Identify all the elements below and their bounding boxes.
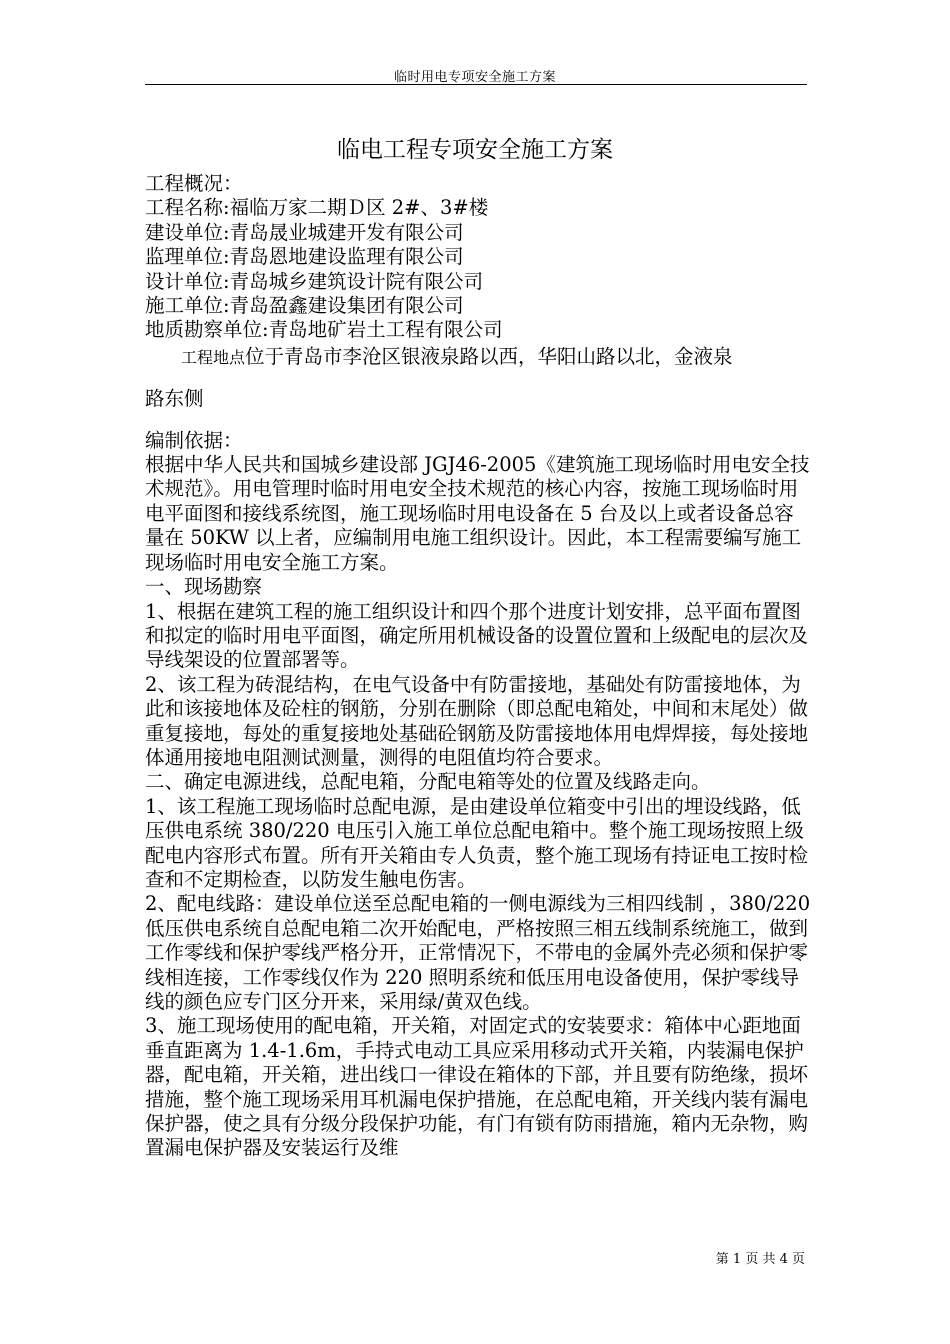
section1-heading: 一、现场勘察 (145, 575, 263, 599)
section2-paragraph: 3、施工现场使用的配电箱，开关箱，对固定式的安装要求：箱体中心距地面垂直距离为 1.4-1.6m，手持式电动工具应采用移动式开关箱，内装漏电保护器，配电箱，开关箱，进出线口一律设在箱体的下部，并且要有防绝缘，损坏措施，整个施工现场采用耳机漏电保护措施，在总配电箱，开关线内装有漏电保护器，使之具有分级分段保护功能，有门有锁有防雨措施，箱内无杂物，购置漏电保护器及安装运行及维 (145, 1014, 809, 1160)
overview-line: 设计单位:青岛城乡建筑设计院有限公司 (145, 269, 484, 293)
overview-line: 建设单位:青岛晟业城建开发有限公司 (145, 220, 464, 244)
overview-line: 工程名称:福临万家二期Ｄ区 2#、3#楼 (145, 196, 489, 220)
page-header: 临时用电专项安全施工方案 (393, 70, 556, 85)
basis-text: 根据中华人民共和国城乡建设部 JGJ46-2005《建筑施工现场临时用电安全技术规范》。用电管理时临时用电安全技术规范的核心内容，按施工现场临时用电平面图和接线系统图，施工现场临时用电设备在 5 台及以上或者设备总容量在 50KW 以上者，应编制用电施工组织设计。因此，本工程需要编写施工现场临时用电安全施工方案。 (145, 453, 810, 574)
overview-heading: 工程概况： (145, 172, 243, 195)
location-text: 位于青岛市李沧区银液泉路以西，华阳山路以北，金液泉 (245, 344, 733, 368)
section2-paragraph: 2、配电线路：建设单位送至总配电箱的一侧电源线为三相四线制 ，380/220 低压供电系统自总配电箱二次开始配电，严格按照三相五线制系统施工，做到工作零线和保护零线严格分开，正常情况下，不带电的金属外壳必须和保护零线相连接，工作零线仅作为 220 照明系统和低压用电设备使用，保护零线导线的颜色应专门区分开来，采用绿/黄双色线。 (145, 892, 811, 1013)
location-tail: 路东侧 (145, 387, 204, 411)
section2-heading: 二、确定电源进线，总配电箱，分配电箱等处的位置及线路走向。 (145, 770, 711, 794)
document-title: 临电工程专项安全施工方案 (337, 137, 613, 163)
basis-heading: 编制依据： (145, 428, 243, 452)
section2-paragraph: 1、该工程施工现场临时总配电源，是由建设单位箱变中引出的埋设线路，低压供电系统 380/220 电压引入施工单位总配电箱中。整个施工现场按照上级配电内容形式布置。所有开关箱由专人负责，整个施工现场有持证电工按时检查和不定期检查，以防发生触电伤害。 (145, 794, 809, 891)
location-paragraph (145, 345, 813, 370)
page-number-footer: 第 1 页 共 4 页 (715, 1252, 805, 1267)
overview-line: 监理单位:青岛恩地建设监理有限公司 (145, 245, 464, 269)
document-body (145, 172, 813, 1161)
overview-line: 施工单位:青岛盈鑫建设集团有限公司 (145, 294, 464, 318)
section1-paragraph: 1、根据在建筑工程的施工组织设计和四个那个进度计划安排，总平面布置图和拟定的临时用电平面图，确定所用机械设备的设置位置和上级配电的层次及导线架设的位置部署等。 (145, 599, 809, 672)
header-divider (145, 84, 807, 85)
overview-line: 地质勘察单位:青岛地矿岩土工程有限公司 (145, 318, 503, 342)
location-lead: 工程地点 (181, 347, 246, 367)
section1-paragraph: 2、该工程为砖混结构，在电气设备中有防雷接地，基础处有防雷接地体，为此和该接地体及砼柱的钢筋，分别在删除（即总配电箱处，中间和末尾处）做重复接地，每处的重复接地处基础砼钢筋及防雷接地体用电焊焊接，每处接地体通用接地电阻测试测量，测得的电阻值均符合要求。 (145, 672, 809, 769)
